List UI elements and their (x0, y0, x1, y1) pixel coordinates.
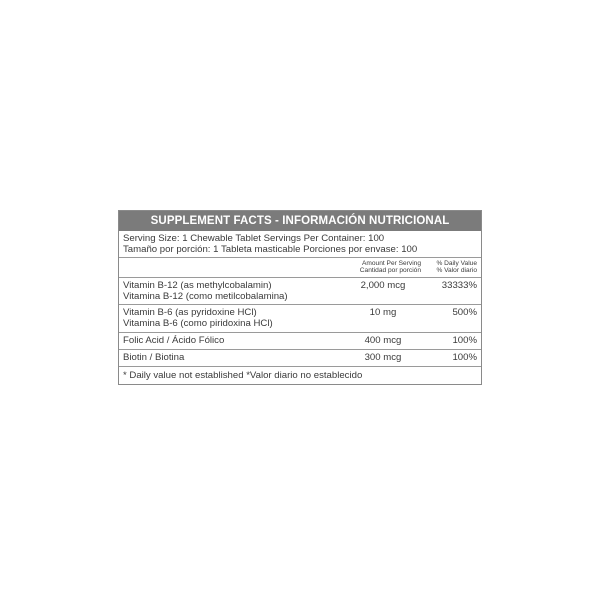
nutrient-name (123, 336, 335, 347)
dv-header-spanish: % Valor diario (436, 267, 477, 275)
nutrient-name-english: Vitamin B-12 (as methylcobalamin) (123, 279, 272, 291)
nutrient-daily-value: 100% (452, 335, 477, 346)
nutrient-daily-value: 33333% (441, 279, 477, 291)
nutrient-name (123, 353, 335, 364)
daily-value-column-header (425, 260, 477, 275)
nutrient-daily-value: 100% (452, 351, 477, 363)
serving-line-english: Serving Size: 1 Chewable Tablet Servings Per Container: 100 (123, 233, 385, 244)
amount-header-spanish: Cantidad por porción (359, 267, 421, 275)
nutrient-name (123, 308, 335, 330)
nutrient-name-english: Vitamin B-6 (as pyridoxine HCl) (123, 307, 257, 319)
nutrient-row-biotin (119, 350, 481, 367)
serving-info (119, 231, 481, 258)
column-headers (119, 258, 481, 278)
dv-header-english: % Daily Value (436, 260, 477, 267)
nutrient-name (123, 281, 335, 303)
serving-line-spanish: Tamaño por porción: 1 Tableta masticable Porciones por envase: 100 (123, 243, 418, 255)
amount-column-header (337, 260, 425, 275)
nutrient-name-english: Folic Acid / Ácido Fólico (123, 335, 225, 346)
supplement-facts-panel (118, 210, 482, 385)
nutrient-name-english: Biotin / Biotina (123, 351, 185, 363)
nutrient-row-vitamin-b6 (119, 305, 481, 333)
footnote: * Daily value not established *Valor diario no establecido (123, 369, 363, 381)
nutrient-name-spanish: Vitamina B-6 (como piridoxina HCl) (123, 318, 273, 330)
nutrient-name-spanish: Vitamina B-12 (como metilcobalamina) (123, 290, 288, 302)
nutrient-amount: 400 mcg (364, 335, 402, 346)
nutrient-row-folic-acid (119, 333, 481, 350)
amount-header-english: Amount Per Serving (361, 260, 421, 267)
nutrient-daily-value: 500% (452, 307, 477, 319)
nutrient-amount: 10 mg (369, 307, 397, 319)
nutrient-row-vitamin-b12 (119, 278, 481, 306)
nutrient-amount: 300 mcg (364, 351, 402, 363)
nutrient-amount: 2,000 mcg (360, 279, 406, 291)
panel-title: SUPPLEMENT FACTS - INFORMACIÓN NUTRICIONAL (119, 211, 481, 231)
